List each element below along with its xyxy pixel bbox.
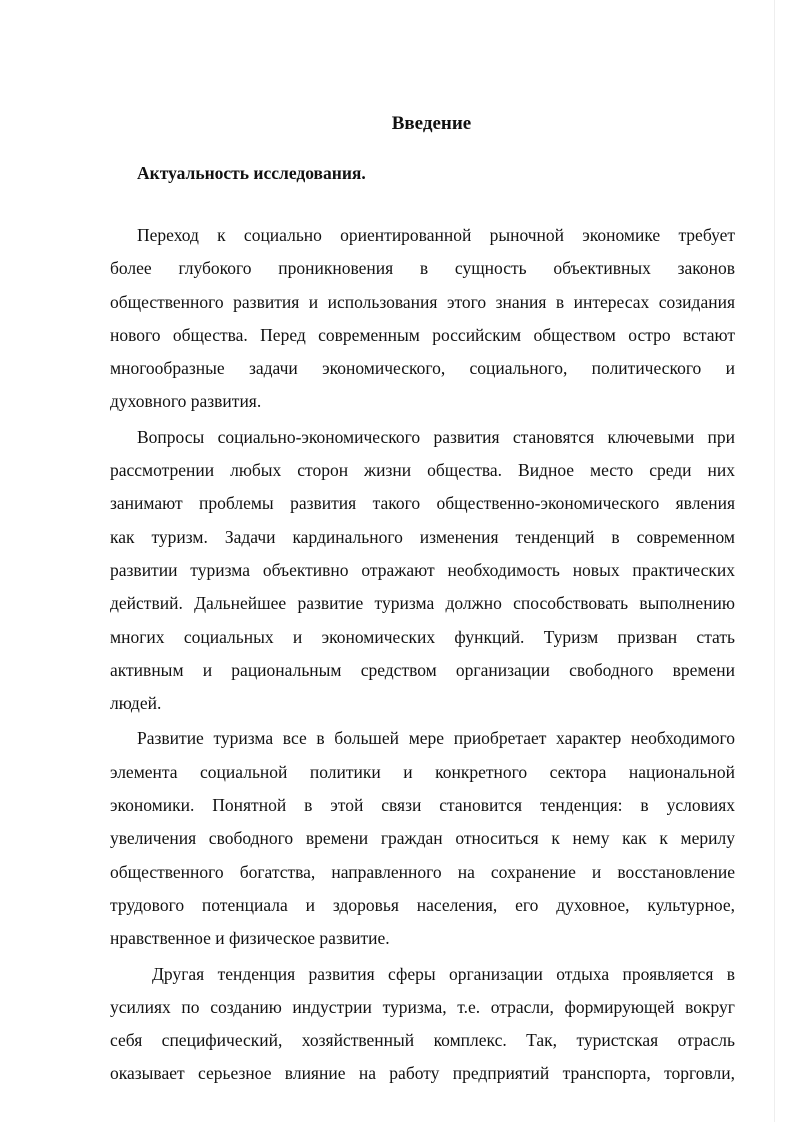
text-line: увеличения свободного времени граждан относиться к нему как к мерилу: [110, 828, 735, 849]
text-line: усилиях по созданию индустрии туризма, т.е. отрасли, формирующей вокруг: [110, 996, 735, 1017]
text-line: общественного развития и использования этого знания в интересах созидания: [110, 291, 735, 312]
text-line: духовного развития.: [110, 391, 262, 412]
text-line: нравственное и физическое развитие.: [110, 928, 390, 949]
page-title: Введение: [391, 113, 472, 134]
document-body: [110, 219, 735, 1093]
text-line: людей.: [110, 693, 162, 714]
paragraph: [110, 219, 735, 419]
section-heading: Актуальность исследования.: [137, 163, 366, 183]
text-line: Вопросы социально-экономического развития становятся ключевыми при: [137, 426, 735, 447]
text-line: многообразные задачи экономического, социального, политического и: [110, 358, 735, 379]
text-line: рассмотрении любых сторон жизни общества. Видное место среди них: [110, 460, 735, 481]
text-line: многих социальных и экономических функций. Туризм призван стать: [110, 626, 735, 647]
text-line: действий. Дальнейшее развитие туризма должно способствовать выполнению: [110, 593, 735, 614]
text-line: оказывает серьезное влияние на работу предприятий транспорта, торговли,: [110, 1063, 735, 1084]
text-line: Другая тенденция развития сферы организации отдыха проявляется в: [152, 963, 735, 984]
text-line: развитии туризма объективно отражают необходимость новых практических: [110, 559, 735, 580]
text-line: общественного богатства, направленного на сохранение и восстановление: [110, 861, 735, 882]
text-line: более глубокого проникновения в сущность объективных законов: [110, 258, 735, 279]
text-line: активным и рациональным средством организации свободного времени: [110, 659, 735, 680]
text-line: трудового потенциала и здоровья населения, его духовное, культурное,: [110, 894, 735, 915]
paragraph: [110, 421, 735, 721]
paragraph: [110, 722, 735, 955]
text-line: как туризм. Задачи кардинального изменения тенденций в современном: [110, 526, 735, 547]
text-line: Развитие туризма все в большей мере приобретает характер необходимого: [137, 728, 735, 749]
text-line: Переход к социально ориентированной рыночной экономике требует: [137, 225, 735, 245]
text-line: занимают проблемы развития такого общественно-экономического явления: [110, 493, 735, 514]
text-line: элемента социальной политики и конкретного сектора национальной: [110, 761, 735, 782]
text-line: себя специфический, хозяйственный комплекс. Так, туристская отрасль: [110, 1030, 735, 1051]
text-line: экономики. Понятной в этой связи становится тенденция: в условиях: [110, 795, 735, 816]
paragraph: [110, 958, 735, 1091]
text-line: нового общества. Перед современным российским обществом остро встают: [110, 324, 735, 345]
scan-edge: [774, 0, 775, 1122]
